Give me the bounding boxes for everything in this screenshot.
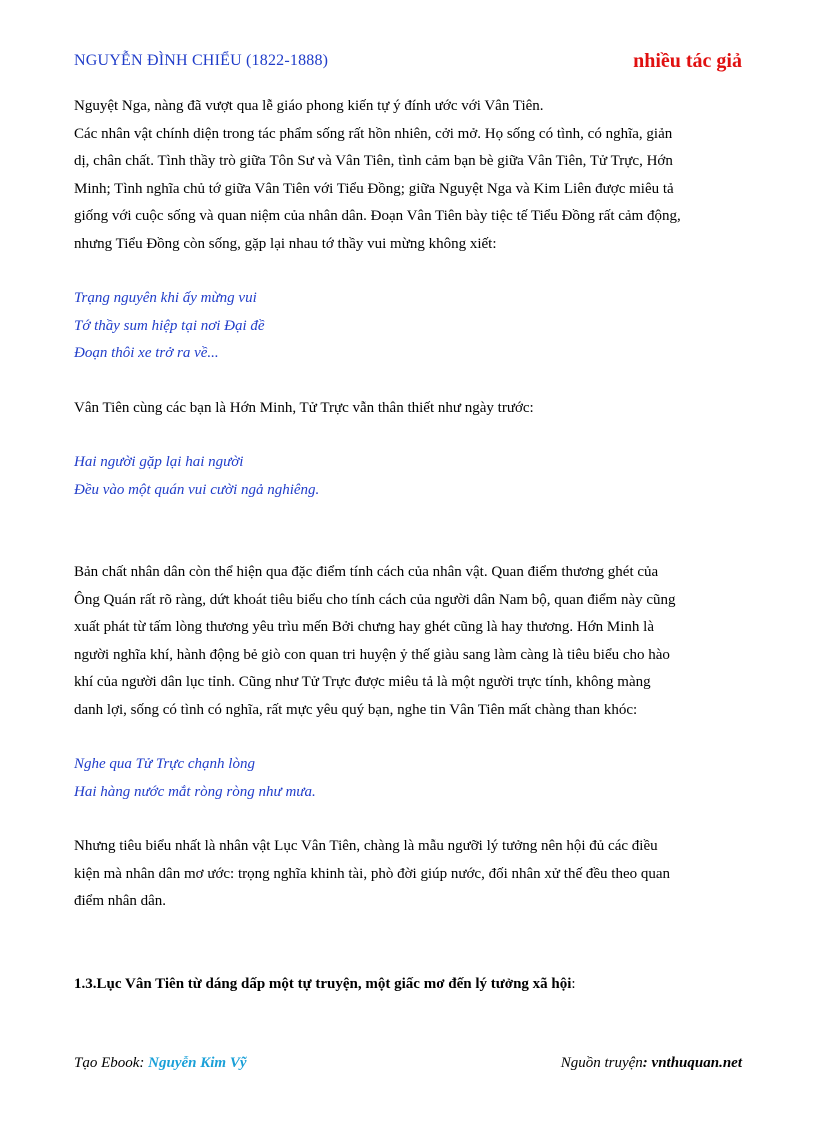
text-line: Bản chất nhân dân còn thể hiện qua đặc điểm tính cách của nhân vật. Quan điểm thương ghét của — [74, 564, 659, 580]
section-heading-text: 1.3.Lục Vân Tiên từ dáng dấp một tự truyện, một giấc mơ đến lý tưởng xã hội — [74, 975, 572, 992]
paragraph-3 — [74, 559, 746, 724]
author-label: nhiều tác giả — [633, 50, 742, 72]
text-line: Các nhân vật chính diện trong tác phẩm sống rất hồn nhiên, cởi mở. Họ sống có tình, có nghĩa, giản — [74, 125, 673, 142]
poem-line: Nghe qua Tử Trực chạnh lòng — [74, 756, 255, 772]
poem-line: Hai hàng nước mắt ròng ròng như mưa. — [74, 783, 316, 800]
poem-line: Tớ thầy sum hiệp tại nơi Đại đề — [74, 317, 265, 334]
document-title: NGUYỄN ĐÌNH CHIỂU (1822-1888) — [74, 52, 329, 69]
source-sep: : — [642, 1055, 652, 1071]
poem-excerpt-1 — [74, 285, 746, 368]
footer-source-credit — [561, 1055, 742, 1072]
ebook-creator-link[interactable]: Nguyễn Kim Vỹ — [148, 1055, 247, 1071]
paragraph-4 — [74, 833, 746, 916]
text-line: người nghĩa khí, hành động bẻ giò con quan tri huyện ỷ thế giàu sang làm càng là tiêu biểu cho hào — [74, 646, 670, 663]
text-line: kiện mà nhân dân mơ ước: trọng nghĩa khinh tài, phò đời giúp nước, đối nhân xử thế đều theo quan — [74, 865, 671, 882]
ebook-label: Tạo Ebook — [74, 1055, 140, 1071]
text-line: giống với cuộc sống và quan niệm của nhân dân. Đoạn Vân Tiên bày tiệc tế Tiểu Đồng rất cảm động, — [74, 208, 681, 224]
text-line: Nguyệt Nga, nàng đã vượt qua lễ giáo phong kiến tự ý đính ước với Vân Tiên. — [74, 98, 544, 114]
text-line: Minh; Tình nghĩa chủ tớ giữa Vân Tiên với Tiểu Đồng; giữa Nguyệt Nga và Kim Liên được miêu tả — [74, 180, 674, 197]
ebook-sep: : — [139, 1055, 149, 1071]
text-line: điểm nhân dân. — [74, 893, 167, 909]
poem-excerpt-3 — [74, 751, 746, 806]
paragraph-1 — [74, 93, 746, 258]
paragraph-2 — [74, 395, 746, 423]
poem-excerpt-2 — [74, 449, 746, 504]
text-line: khí của người dân lục tỉnh. Cũng như Tử Trực được miêu tả là một người trực tính, không màng — [74, 674, 651, 690]
text-line: Nhưng tiêu biểu nhất là nhân vật Lục Vân Tiên, chàng là mẫu ngưỡi lý tưởng nên hội đủ các điều — [74, 838, 658, 854]
source-label: Nguồn truyện — [560, 1055, 643, 1071]
text-line: dị, chân chất. Tình thầy trò giữa Tôn Sư và Vân Tiên, tình cảm bạn bè giữa Vân Tiên, Tử Trực, Hớn — [74, 153, 673, 169]
poem-line: Hai người gặp lại hai người — [74, 454, 244, 470]
section-heading-colon: : — [571, 975, 576, 992]
footer-ebook-credit — [74, 1055, 247, 1072]
text-line: xuất phát từ tấm lòng thương yêu trìu mến Bởi chưng hay ghét cũng là hay thương. Hớn Minh là — [74, 619, 654, 635]
text-line: Ông Quán rất rõ ràng, dứt khoát tiêu biểu cho tính cách của người dân Nam bộ, quan điểm này cũng — [74, 591, 676, 608]
poem-line: Trạng nguyên khi ấy mừng vui — [74, 290, 257, 306]
text-line: Vân Tiên cùng các bạn là Hớn Minh, Tử Trực vẫn thân thiết như ngày trước: — [74, 399, 534, 416]
source-site-link[interactable]: vnthuquan.net — [651, 1055, 742, 1071]
text-line: nhưng Tiểu Đồng còn sống, gặp lại nhau tớ thầy vui mừng không xiết: — [74, 235, 497, 252]
text-line: danh lợi, sống có tình có nghĩa, rất mực yêu quý bạn, nghe tin Vân Tiên mất chàng than khóc: — [74, 701, 638, 718]
poem-line: Đều vào một quán vui cười ngả nghiêng. — [74, 481, 320, 498]
page-body — [74, 93, 746, 998]
poem-line: Đoạn thôi xe trở ra về... — [74, 345, 219, 361]
section-heading — [74, 971, 746, 999]
